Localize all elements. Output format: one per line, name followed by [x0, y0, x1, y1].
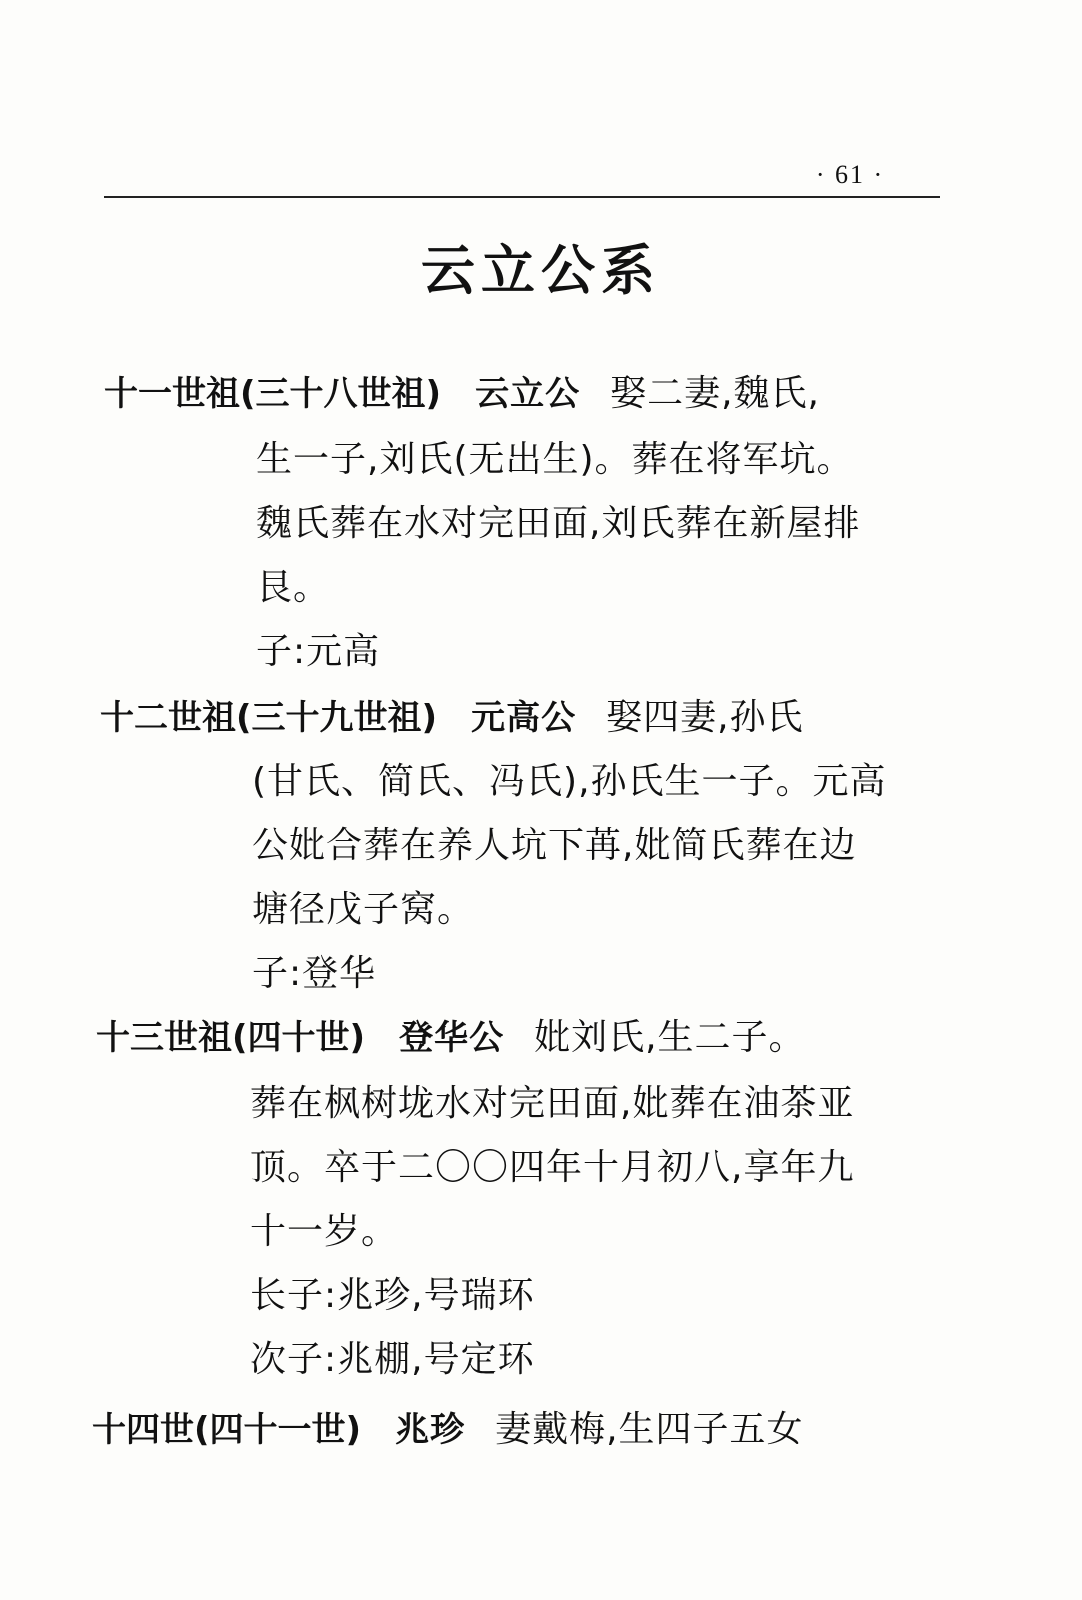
entry-line: 魏氏葬在水对完田面,刘氏葬在新屋排: [256, 503, 861, 544]
generation-label: 十四世(四十一世): [92, 1410, 362, 1450]
child-line: 子:元高: [256, 631, 381, 672]
ancestor-name: 云立公: [475, 374, 581, 414]
entry-text: 妻戴梅,生四子五女: [495, 1409, 804, 1450]
child-line: 子:登华: [252, 953, 377, 994]
generation-label: 十三世祖(四十世): [96, 1018, 366, 1058]
entry-text: 娶二妻,魏氏,: [610, 373, 820, 414]
generation-label: 十二世祖(三十九世祖): [100, 698, 438, 738]
entry-line: 葬在枫树垅水对完田面,妣葬在油茶亚: [250, 1083, 855, 1124]
entry-heading: [100, 688, 804, 748]
entry-text: 妣刘氏,生二子。: [534, 1017, 806, 1058]
child-line: 长子:兆珍,号瑞环: [250, 1275, 535, 1316]
entry-line: 公妣合葬在养人坑下苒,妣简氏葬在边: [252, 825, 857, 866]
entry-line: (甘氏、简氏、冯氏),孙氏生一子。元高: [252, 761, 887, 802]
entry-text: 娶四妻,孙氏: [606, 697, 804, 738]
entry-line: 艮。: [256, 567, 331, 608]
entry-heading: [92, 1400, 804, 1460]
entry-line: 生一子,刘氏(无出生)。葬在将军坑。: [256, 439, 854, 480]
ancestor-name: 元高公: [471, 698, 577, 738]
generation-label: 十一世祖(三十八世祖): [104, 374, 442, 414]
entry-heading: [104, 364, 820, 424]
entry-line: 塘径戊子窝。: [252, 889, 475, 930]
page-title: 云立公系: [421, 238, 661, 302]
entry-line: 十一岁。: [250, 1211, 399, 1252]
header-rule: [104, 196, 940, 198]
ancestor-name: 兆珍: [395, 1410, 466, 1450]
child-line: 次子:兆棚,号定环: [250, 1339, 535, 1380]
entry-line: 顶。卒于二〇〇四年十月初八,享年九: [250, 1147, 855, 1188]
entry-heading: [96, 1008, 806, 1068]
page-number: · 61 ·: [815, 160, 885, 189]
ancestor-name: 登华公: [399, 1018, 505, 1058]
